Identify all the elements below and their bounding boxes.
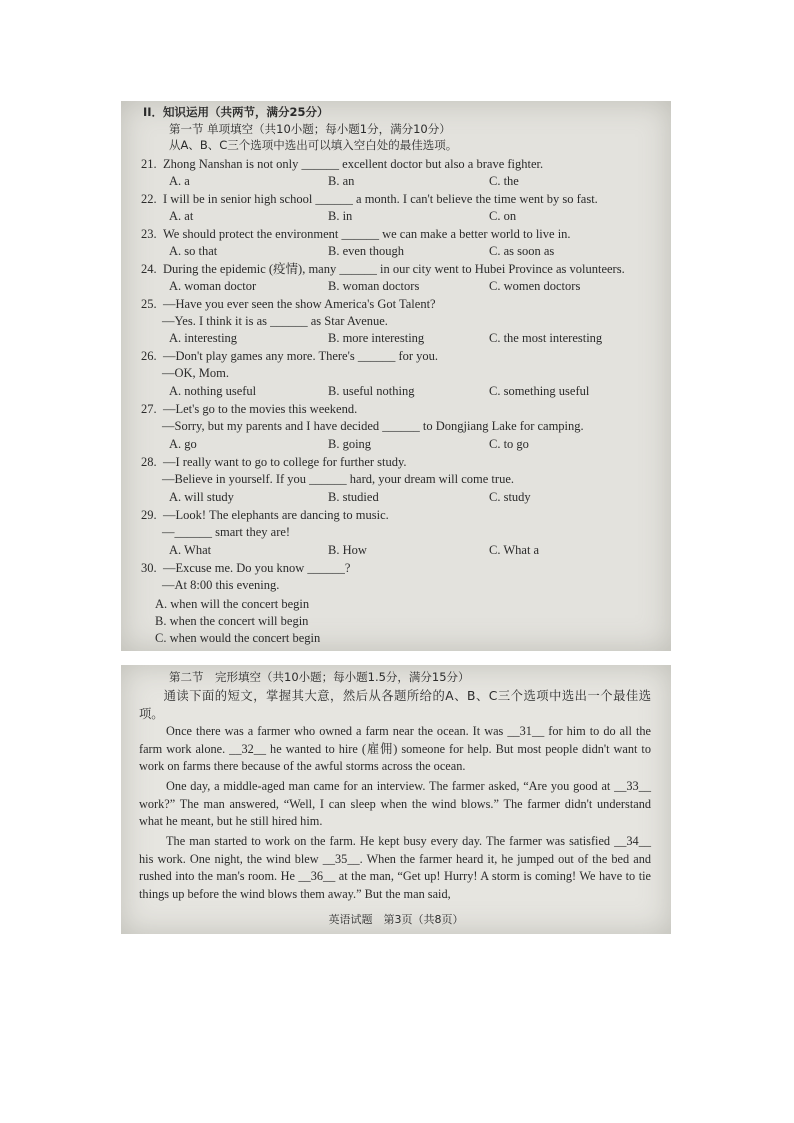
option-c: C. as soon as bbox=[489, 244, 555, 258]
passage-paragraph-3: The man started to work on the farm. He kept busy every day. The farmer was satisfied __34__ his work. One night, the wind blew __35__. When the farmer heard it, he jumped out of the bed and rushed into the man's room. He __36__ at the man, “Get up! Hurry! A storm is coming! We have to tie things up before the wind blows them away.” But the man said, bbox=[139, 834, 651, 901]
option-c: C. study bbox=[489, 490, 531, 504]
option-b: B. even though bbox=[328, 244, 405, 258]
question-row bbox=[141, 349, 438, 363]
option-b: B. How bbox=[328, 543, 367, 557]
option-c: C. the bbox=[489, 174, 519, 188]
question-number: 23. bbox=[141, 227, 157, 241]
question-stem: —Let's go to the movies this weekend. bbox=[163, 402, 358, 416]
option-a: A. interesting bbox=[169, 331, 238, 345]
question-stem: —I really want to go to college for further study. bbox=[163, 455, 407, 469]
passage-paragraph-1: Once there was a farmer who owned a farm near the ocean. It was __31__ for him to do all the farm work alone. __32__ he wanted to hire (雇佣) someone for help. But most people didn't want to work on farms there because of the awful storms across the ocean. bbox=[139, 724, 651, 773]
option-c: C. What a bbox=[489, 543, 540, 557]
question-row bbox=[141, 262, 625, 276]
question-row bbox=[141, 455, 407, 469]
option-c: C. the most interesting bbox=[489, 331, 603, 345]
option-b: B. more interesting bbox=[328, 331, 425, 345]
option-a: A. so that bbox=[169, 244, 218, 258]
question-row bbox=[141, 297, 436, 311]
option-b: B. going bbox=[328, 437, 372, 451]
part1-instruction: 从A、B、C三个选项中选出可以填入空白处的最佳选项。 bbox=[169, 138, 458, 152]
page-footer: 英语试题 第3页（共8页） bbox=[328, 913, 464, 926]
part2-instruction: 通读下面的短文，掌握其大意，然后从各题所给的A、B、C三个选项中选出一个最佳选项。 bbox=[139, 689, 651, 721]
option-b: B. woman doctors bbox=[328, 279, 420, 293]
question-row bbox=[141, 402, 357, 416]
option-c: C. on bbox=[489, 209, 517, 223]
option-b: B. useful nothing bbox=[328, 384, 415, 398]
question-stem: —Have you ever seen the show America's Got Talent? bbox=[163, 297, 436, 311]
question-stem: —Excuse me. Do you know ______? bbox=[163, 561, 351, 575]
question-number: 21. bbox=[141, 157, 157, 171]
option-b: B. an bbox=[328, 174, 355, 188]
question-number: 22. bbox=[141, 192, 157, 206]
option-c: C. something useful bbox=[489, 384, 590, 398]
question-number: 25. bbox=[141, 297, 157, 311]
question-number: 30. bbox=[141, 561, 157, 575]
option-c: C. women doctors bbox=[489, 279, 581, 293]
question-row bbox=[141, 508, 389, 522]
question-line: —OK, Mom. bbox=[162, 366, 230, 380]
part2-title: 第二节 完形填空（共10小题；每小题1.5分，满分15分） bbox=[169, 670, 470, 684]
question-line: —At 8:00 this evening. bbox=[162, 578, 280, 592]
question-stem: —Look! The elephants are dancing to music. bbox=[163, 508, 389, 522]
option-b: B. in bbox=[328, 209, 353, 223]
photo-part1 bbox=[121, 101, 671, 651]
passage-paragraph-2: One day, a middle-aged man came for an interview. The farmer asked, “Are you good at __33__ work?” The man answered, “Well, I can sleep when the wind blows.” The farmer didn't understand what he meant, but he still hired him. bbox=[139, 779, 651, 828]
question-row bbox=[141, 192, 598, 206]
question-line: —Sorry, but my parents and I have decided ______ to Dongjiang Lake for camping. bbox=[162, 419, 584, 433]
option-a: A. go bbox=[169, 437, 197, 451]
question-row bbox=[141, 157, 543, 171]
option-c: C. when would the concert begin bbox=[155, 631, 321, 645]
photo-part2 bbox=[121, 665, 671, 934]
question-number: 26. bbox=[141, 349, 157, 363]
question-line: —Believe in yourself. If you ______ hard, your dream will come true. bbox=[162, 472, 514, 486]
question-stem: We should protect the environment ______ we can make a better world to live in. bbox=[163, 227, 571, 241]
option-b: B. when the concert will begin bbox=[155, 614, 309, 628]
option-a: A. What bbox=[169, 543, 212, 557]
part1-title: 第一节 单项填空（共10小题；每小题1分，满分10分） bbox=[169, 122, 451, 136]
question-line: —Yes. I think it is as ______ as Star Avenue. bbox=[162, 314, 388, 328]
option-a: A. will study bbox=[169, 490, 234, 504]
option-a: A. at bbox=[169, 209, 194, 223]
option-a: A. woman doctor bbox=[169, 279, 257, 293]
question-number: 29. bbox=[141, 508, 157, 522]
question-number: 27. bbox=[141, 402, 157, 416]
question-number: 24. bbox=[141, 262, 157, 276]
question-row bbox=[141, 227, 571, 241]
question-stem: During the epidemic (疫情), many ______ in our city went to Hubei Province as volunteers. bbox=[163, 262, 625, 276]
option-a: A. when will the concert begin bbox=[155, 597, 310, 611]
question-stem: I will be in senior high school ______ a month. I can't believe the time went by so fast. bbox=[163, 192, 598, 206]
question-number: 28. bbox=[141, 455, 157, 469]
section-header: II．知识运用（共两节，满分25分） bbox=[143, 105, 329, 119]
option-b: B. studied bbox=[328, 490, 379, 504]
question-stem: Zhong Nanshan is not only ______ excellent doctor but also a brave fighter. bbox=[163, 157, 544, 171]
option-c: C. to go bbox=[489, 437, 529, 451]
option-a: A. nothing useful bbox=[169, 384, 257, 398]
question-row bbox=[141, 561, 350, 575]
question-line: —______ smart they are! bbox=[162, 525, 291, 539]
option-a: A. a bbox=[169, 174, 190, 188]
question-stem: —Don't play games any more. There's ______ for you. bbox=[163, 349, 439, 363]
